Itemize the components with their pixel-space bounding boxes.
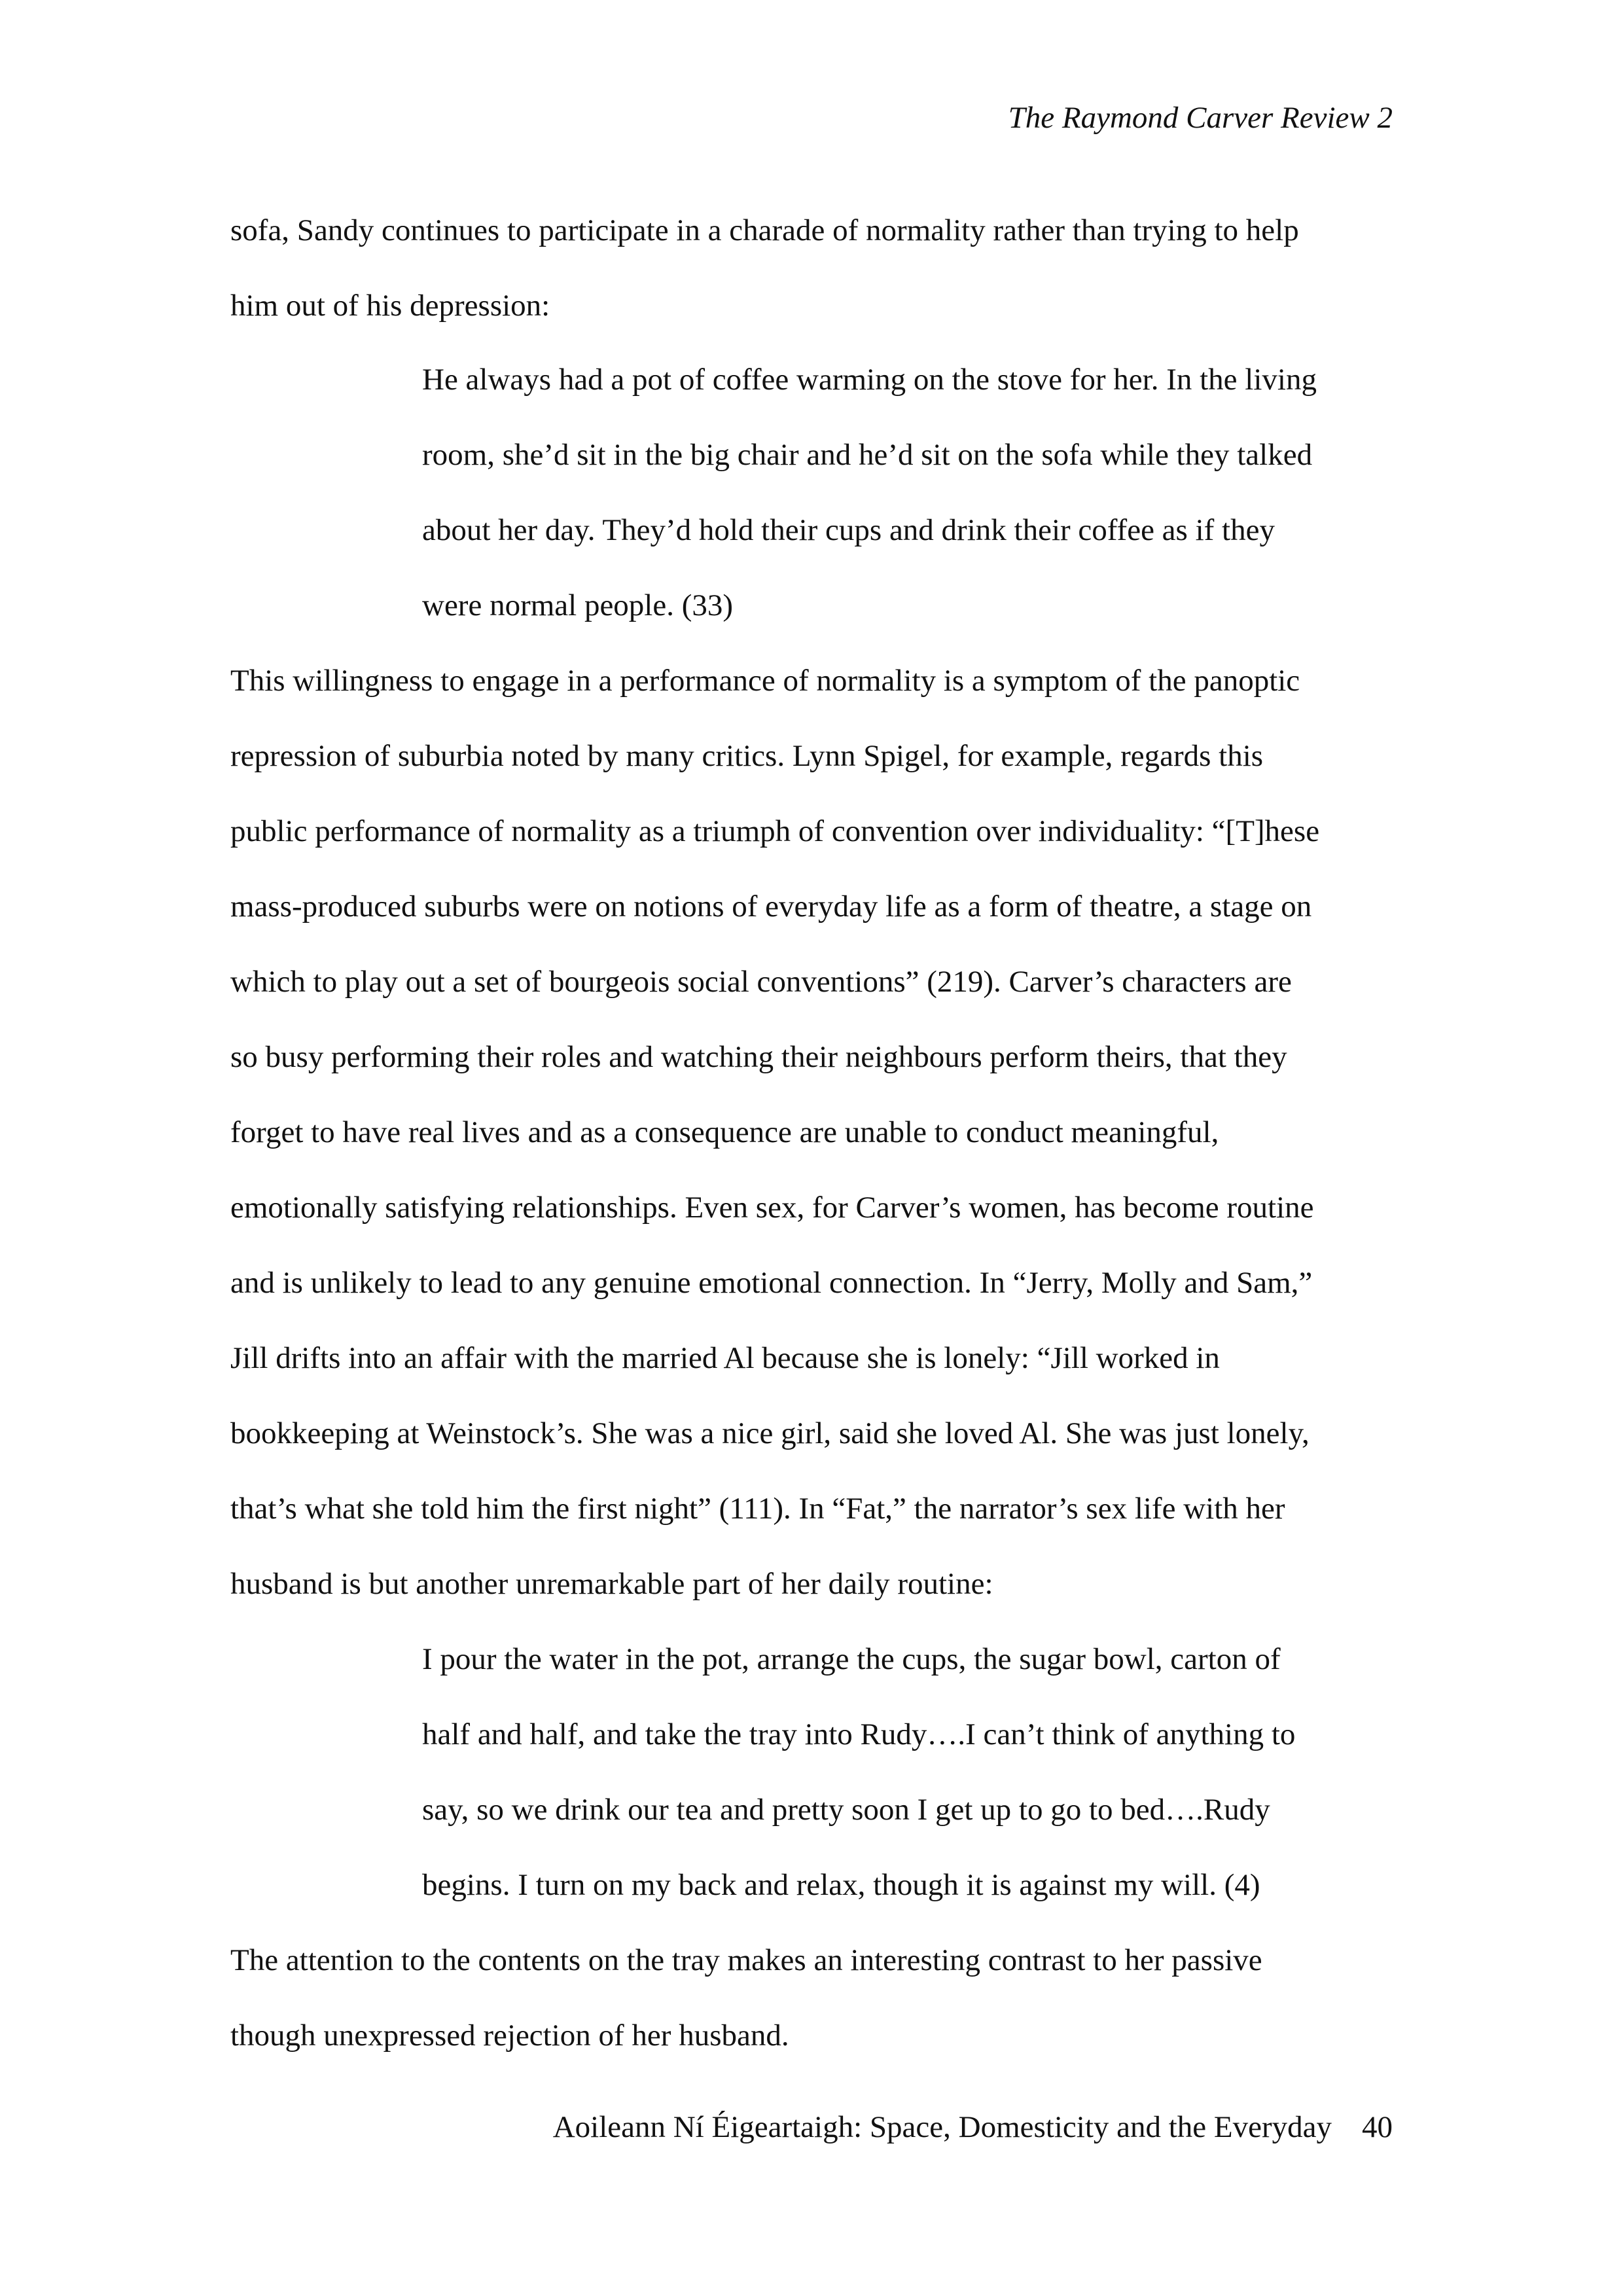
block-quote-line: He always had a pot of coffee warming on the stove for her. In the living — [422, 363, 1317, 397]
block-quote-line: were normal people. (33) — [422, 588, 734, 622]
block-quote-line: half and half, and take the tray into Rudy….I can’t think of anything to — [422, 1717, 1296, 1751]
body-text-line: repression of suburbia noted by many critics. Lynn Spigel, for example, regards this — [230, 739, 1264, 773]
body-text-line: Jill drifts into an affair with the married Al because she is lonely: “Jill worked in — [230, 1341, 1220, 1375]
body-text-line: emotionally satisfying relationships. Even sex, for Carver’s women, has become routine — [230, 1191, 1314, 1225]
page-footer — [553, 2108, 1393, 2147]
block-quote-line: room, she’d sit in the big chair and he’d sit on the sofa while they talked — [422, 438, 1313, 472]
footer-author-title: Aoileann Ní Éigeartaigh: Space, Domesticity and the Everyday — [552, 2110, 1332, 2144]
body-text-line: public performance of normality as a triumph of convention over individuality: “[T]hese — [230, 814, 1320, 848]
block-quote-line: I pour the water in the pot, arrange the cups, the sugar bowl, carton of — [422, 1642, 1281, 1676]
block-quote-line: begins. I turn on my back and relax, though it is against my will. (4) — [422, 1868, 1260, 1902]
body-text-line: and is unlikely to lead to any genuine emotional connection. In “Jerry, Molly and Sam,” — [230, 1266, 1313, 1300]
body-text-line: which to play out a set of bourgeois social conventions” (219). Carver’s characters are — [230, 965, 1292, 999]
body-text-line: husband is but another unremarkable part of her daily routine: — [230, 1567, 993, 1601]
body-text-line: This willingness to engage in a performance of normality is a symptom of the panoptic — [230, 664, 1300, 698]
body-text-line: The attention to the contents on the tray makes an interesting contrast to her passive — [230, 1943, 1262, 1977]
body-text-line: sofa, Sandy continues to participate in a charade of normality rather than trying to help — [230, 213, 1299, 247]
body-text-line: though unexpressed rejection of her husband. — [230, 2018, 789, 2053]
block-quote-line: about her day. They’d hold their cups and drink their coffee as if they — [422, 513, 1275, 547]
body-text-line: mass-produced suburbs were on notions of everyday life as a form of theatre, a stage on — [230, 889, 1312, 924]
body-text-line: forget to have real lives and as a consequence are unable to conduct meaningful, — [230, 1115, 1219, 1149]
body-text-line: bookkeeping at Weinstock’s. She was a nice girl, said she loved Al. She was just lonely, — [230, 1416, 1310, 1450]
body-text-line: so busy performing their roles and watching their neighbours perform theirs, that they — [230, 1040, 1287, 1074]
body-text-line: that’s what she told him the first night” (111). In “Fat,” the narrator’s sex life with her — [230, 1492, 1285, 1526]
page-number: 40 — [1362, 2110, 1393, 2144]
running-head-title: The Raymond Carver Review 2 — [1008, 101, 1393, 135]
body-text-line: him out of his depression: — [230, 289, 550, 323]
block-quote-line: say, so we drink our tea and pretty soon I get up to go to bed….Rudy — [422, 1793, 1270, 1827]
